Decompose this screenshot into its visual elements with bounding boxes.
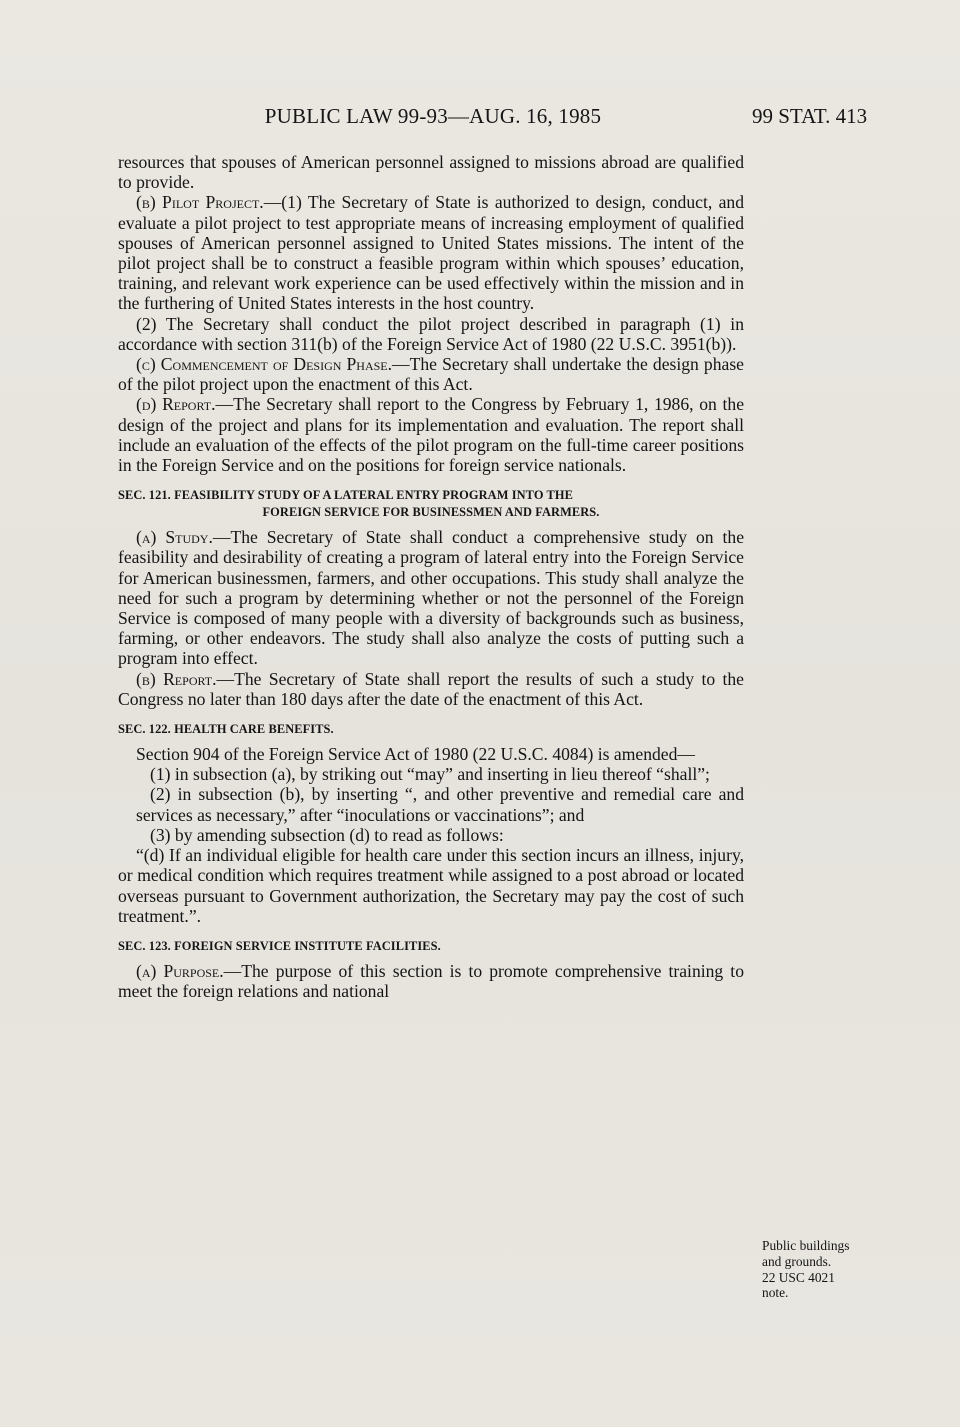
page-header-stat: 99 STAT. 413: [752, 104, 868, 128]
report-label: (d) Report.: [136, 394, 216, 415]
report-text: —The Secretary shall report to the Congress by February 1, 1986, on the design of the project and plans for its implementation and evaluation. The report shall include an evaluation of the effects of the pilot program on the full-time career positions in the Foreign Service and on the positions for foreign service nationals.: [118, 394, 745, 476]
paragraph-pilot-conduct: (2) The Secretary shall conduct the pilot project described in paragraph (1) in accordance with section 311(b) of the Foreign Service Act of 1980 (22 U.S.C. 3951(b)).: [118, 313, 744, 354]
margin-note: [762, 1238, 902, 1301]
health-item-2: [118, 784, 744, 824]
section-121-heading-line1: SEC. 121. FEASIBILITY STUDY OF A LATERAL ENTRY PROGRAM INTO THE: [118, 488, 573, 503]
paragraph-health-intro: Section 904 of the Foreign Service Act of 1980 (22 U.S.C. 4084) is amended—: [136, 744, 696, 765]
margin-note-line3: 22 USC 4021: [762, 1269, 835, 1285]
margin-note-line2: and grounds.: [762, 1253, 832, 1269]
purpose-label: (a) Purpose.: [136, 960, 224, 981]
section-123-heading: SEC. 123. FOREIGN SERVICE INSTITUTE FACILITIES.: [118, 938, 441, 953]
paragraph-study: [118, 527, 744, 668]
pilot-project-text: —(1) The Secretary of State is authorized to design, conduct, and evaluate a pilot project to test appropriate means of increasing employment of qualified spouses of American personnel assigned to United States missions. The intent of the pilot project shall be to construct a feasible program within which spouses’ education, training, and relevant work experience can be used effectively within the mission and in the furthering of United States interests in the host country.: [118, 192, 744, 314]
paragraph-report: [118, 394, 744, 475]
paragraph-study-report: [118, 669, 744, 709]
study-label: (a) Study.: [136, 527, 213, 548]
pilot-project-label: (b) Pilot Project.: [136, 192, 264, 213]
paragraph-health-quote: “(d) If an individual eligible for health care under this section incurs an illness, injury, or medical condition which requires treatment while assigned to a post abroad or located overseas pursuant to Government authorization, the Secretary may pay the cost of such treatment.”.: [118, 845, 744, 926]
purpose-text: —The purpose of this section is to promote comprehensive training to meet the foreign relations and national: [118, 960, 744, 1002]
health-item-1-text: (1) in subsection (a), by striking out “may” and inserting in lieu thereof “shall”;: [150, 764, 710, 785]
health-item-2-text: (2) in subsection (b), by inserting “, and other preventive and remedial care and services as necessary,” after “inoculations or vaccinations”; and: [136, 784, 744, 825]
margin-note-line1: Public buildings: [762, 1238, 850, 1253]
design-phase-label: (c) Commencement of Design Phase.: [136, 354, 393, 375]
page-header-title: PUBLIC LAW 99-93—AUG. 16, 1985: [264, 104, 602, 128]
paragraph-design-phase: [118, 354, 744, 394]
section-122-heading: SEC. 122. HEALTH CARE BENEFITS.: [118, 722, 334, 737]
paragraph-pilot-project: [118, 192, 744, 313]
study-report-label: (b) Report.: [136, 668, 217, 689]
paragraph-purpose: [118, 961, 744, 1001]
health-item-3: [118, 825, 744, 845]
health-item-1: [118, 764, 744, 784]
study-report-text: —The Secretary of State shall report the results of such a study to the Congress no later than 180 days after the date of the enactment of this Act.: [118, 668, 744, 709]
study-text: —The Secretary of State shall conduct a comprehensive study on the feasibility and desirability of creating a program of lateral entry into the Foreign Service for American businessmen, farmers, and other occupations. This study shall analyze the need for such a program by determining whether or not the personnel of the Foreign Service is composed of many people with a diversity of backgrounds such as business, farming, or other endeavors. The study shall also analyze the costs of putting such a program into effect.: [118, 527, 745, 669]
health-item-3-text: (3) by amending subsection (d) to read as follows:: [150, 824, 504, 845]
paragraph-continuation: resources that spouses of American personnel assigned to missions abroad are qualified to provide.: [118, 152, 744, 193]
margin-note-line4: note.: [762, 1285, 789, 1301]
body-text: [118, 152, 744, 1001]
design-phase-text: —The Secretary shall undertake the design phase of the pilot project upon the enactment of this Act.: [118, 354, 744, 395]
section-121-heading-line2: FOREIGN SERVICE FOR BUSINESSMEN AND FARMERS.: [262, 505, 600, 520]
section-121-heading: [118, 487, 744, 521]
